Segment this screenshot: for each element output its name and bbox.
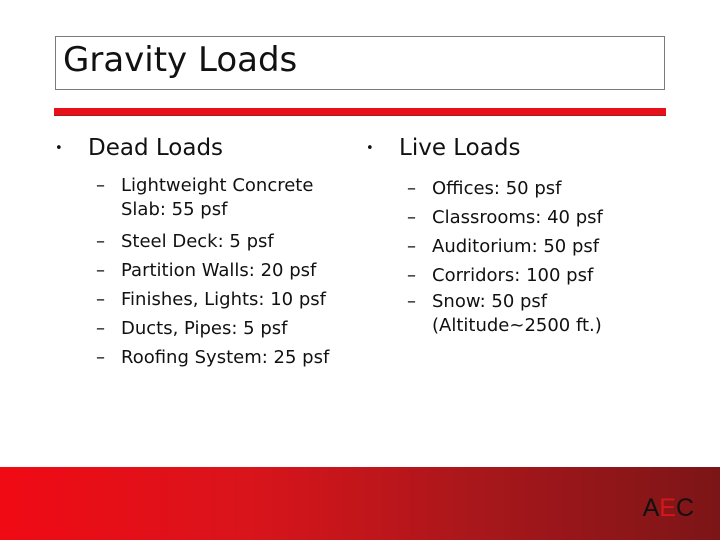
item-text: Auditorium: 50 psf — [432, 236, 600, 257]
list-item — [366, 261, 666, 290]
dash-icon: – — [407, 207, 416, 228]
list-item — [366, 174, 666, 203]
list-item — [55, 227, 355, 256]
list-item — [366, 290, 666, 343]
dash-icon: – — [96, 318, 105, 339]
dash-icon: – — [96, 347, 105, 368]
item-text: Steel Deck: 5 psf — [121, 231, 274, 252]
aec-logo — [643, 494, 694, 522]
item-text: Snow: 50 psf (Altitude~2500 ft.) — [432, 291, 602, 336]
list-item — [55, 174, 355, 227]
logo-letter-e: E — [659, 494, 676, 522]
live-loads-heading: Live Loads — [399, 135, 521, 161]
dash-icon: – — [407, 236, 416, 257]
dash-icon: – — [407, 265, 416, 286]
dash-icon: – — [96, 231, 105, 252]
dash-icon: – — [96, 175, 105, 196]
dash-icon: – — [96, 289, 105, 310]
live-loads-list — [366, 174, 666, 343]
dead-loads-bullet — [55, 132, 355, 166]
footer-band — [0, 467, 720, 540]
list-item — [366, 232, 666, 261]
list-item — [55, 343, 355, 372]
title-box — [55, 36, 665, 90]
item-text: Corridors: 100 psf — [432, 265, 594, 286]
list-item — [366, 203, 666, 232]
item-text: Lightweight Concrete Slab: 55 psf — [121, 175, 314, 220]
logo-letter-c: C — [675, 494, 694, 522]
dead-loads-list — [55, 174, 355, 372]
item-text: Finishes, Lights: 10 psf — [121, 289, 326, 310]
item-text: Classrooms: 40 psf — [432, 207, 603, 228]
dash-icon: – — [407, 291, 416, 312]
item-text: Offices: 50 psf — [432, 178, 562, 199]
list-item — [55, 314, 355, 343]
live-loads-column — [366, 132, 666, 343]
dash-icon: – — [96, 260, 105, 281]
bullet-icon: • — [55, 141, 63, 156]
slide-title: Gravity Loads — [63, 40, 298, 80]
bullet-icon: • — [366, 141, 374, 156]
dead-loads-heading: Dead Loads — [88, 135, 224, 161]
item-text: Ducts, Pipes: 5 psf — [121, 318, 288, 339]
list-item — [55, 256, 355, 285]
logo-letter-a: A — [642, 494, 660, 522]
live-loads-bullet — [366, 132, 666, 166]
list-item — [55, 285, 355, 314]
title-divider — [54, 108, 666, 116]
dash-icon: – — [407, 178, 416, 199]
item-text: Roofing System: 25 psf — [121, 347, 330, 368]
dead-loads-column — [55, 132, 355, 372]
item-text: Partition Walls: 20 psf — [121, 260, 317, 281]
